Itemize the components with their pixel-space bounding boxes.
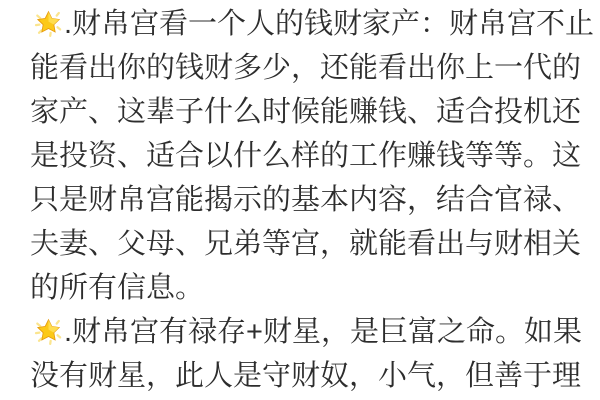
text-line [30,90,590,134]
paragraph-text: 没有财星，此人是守财奴，小气，但善于理 [30,360,582,392]
text-line [30,2,595,46]
paragraph-text: .财帛宫看一个人的钱财家产：财帛宫不止 [64,8,595,40]
glowing-star-icon [33,315,64,346]
paragraph-text: 只是财帛宫能揭示的基本内容，结合官禄、 [30,184,582,216]
text-line [30,178,590,222]
paragraph-text: 能看出你的钱财多少，还能看出你上一代的 [30,52,582,84]
paragraph-text: 家产、这辈子什么时候能赚钱、适合投机还 [30,96,582,128]
glowing-star-icon [33,7,64,38]
text-line [30,134,590,178]
paragraph-text: 的所有信息。 [30,272,205,304]
paragraph-text: 夫妻、父母、兄弟等宫，就能看出与财相关 [30,228,582,260]
text-line [30,222,590,266]
text-line [30,310,590,354]
paragraph-text: .财帛宫有禄存+财星，是巨富之命。如果 [64,316,582,348]
text-line [30,266,590,310]
paragraph-text: 是投资、适合以什么样的工作赚钱等等。这 [30,140,582,172]
text-line [30,46,590,90]
text-line [30,354,590,398]
